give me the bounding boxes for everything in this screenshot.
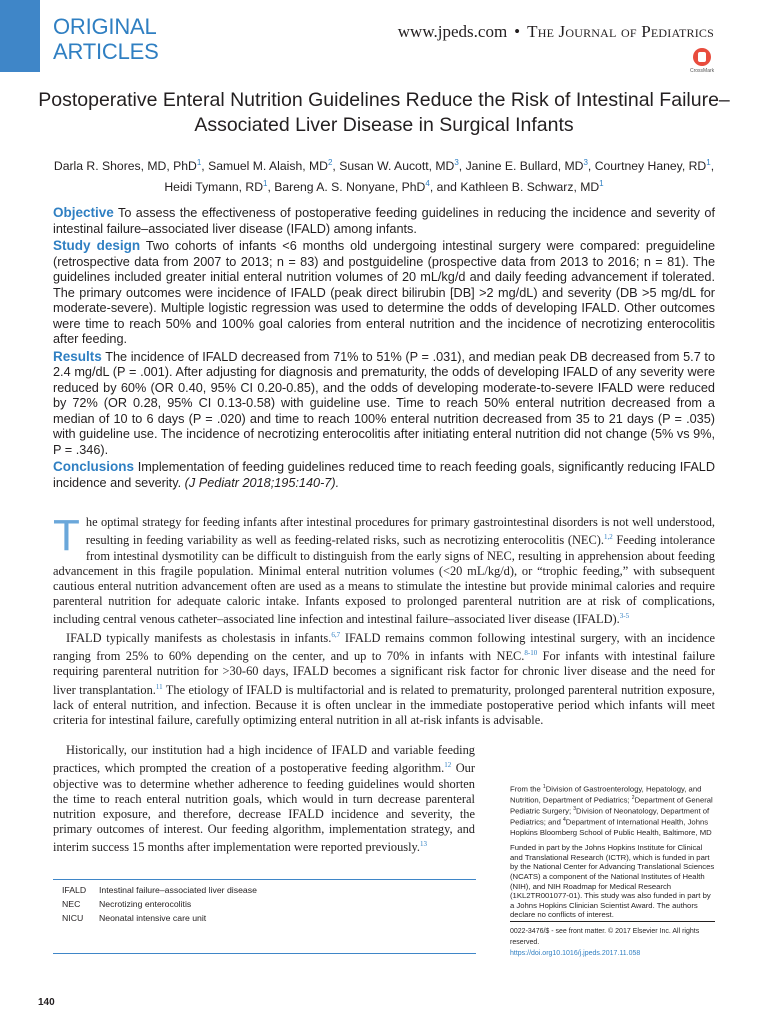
affiliations [510, 783, 715, 837]
abbreviations-box [53, 879, 476, 954]
abbreviation-definition: Neonatal intensive care unit [99, 913, 207, 923]
author-affiliation-ref[interactable]: 3 [454, 158, 459, 167]
abbreviation: IFALD [62, 885, 87, 895]
author-affiliation-ref[interactable]: 1 [706, 158, 711, 167]
drop-cap: T [53, 511, 80, 560]
author: Susan W. Aucott, MD [339, 159, 455, 174]
author-separator: , and [429, 180, 461, 195]
author: Courtney Haney, RD [594, 159, 707, 174]
section-color-bar [0, 0, 40, 72]
affiliation-number: 1 [542, 784, 546, 790]
journal-website[interactable]: www.jpeds.com [397, 22, 508, 41]
abstract-results [53, 349, 715, 459]
author-affiliation-ref[interactable]: 3 [583, 158, 588, 167]
body-paragraph-text: IFALD remains common following intestinal surgery, with an incidence ranging from 25% to 60% depending on the center, and up to 70% in infants with NEC. [53, 630, 715, 664]
body-paragraph [53, 628, 715, 729]
affiliation-number: 4 [563, 817, 566, 824]
body-paragraph [53, 511, 715, 628]
abstract-heading: Conclusions [53, 459, 135, 474]
reference-link[interactable]: 3-5 [619, 612, 630, 621]
author: Samuel M. Alaish, MD [208, 159, 328, 174]
abstract-conclusions [53, 459, 715, 491]
crossmark-icon[interactable] [690, 48, 714, 78]
affiliation-number: 3 [573, 806, 577, 813]
body-paragraph-text: The etiology of IFALD is multifactorial and is related to prematurity, prolonged parenteral nutrition exposure, lack of enteral nutrition, and infection. Because it is often unclear in the immediate postoperative period which infants will meet criteria for intestinal failure, carefully optimizing enteral nutrition in all at-risk infants is advisable. [53, 682, 715, 728]
doi-link[interactable]: https://doi.org10.1016/j.jpeds.2017.11.058 [510, 950, 641, 957]
abstract-citation: (J Pediatr 2018;195:140-7). [184, 475, 340, 490]
author-separator: , [587, 159, 595, 174]
abstract-objective [53, 205, 715, 237]
author-separator: , [710, 159, 715, 174]
reference-link[interactable]: 1,2 [603, 533, 613, 542]
affiliations-note [510, 783, 715, 926]
author: Janine E. Bullard, MD [465, 159, 584, 174]
body-paragraph-text: For infants with intestinal failure requiring parenteral nutrition for >30-60 days, IFALD becomes a significant risk factor for chronic liver disease and the need for liver transplantation. [53, 649, 715, 697]
abbreviation-row [62, 885, 257, 898]
abstract-text: Two cohorts of infants <6 months old undergoing intestinal surgery were compared: preguideline (retrospective data from 2007 to 2013; n = 83) and postguideline (prospective data from 2013 to 2016; n = 81). The guidelines included greater initial enteral nutrition volumes of 20 mL/kg/d and daily feeding advancement if tolerated. The primary outcomes were incidence of IFALD (peak direct bilirubin [DB] >2 mg/dL) and severity (DB >5 mg/dL for moderate-severe). Multiple logistic regression was used to determine the odds of developing IFALD. Other outcomes were time to reach 50% and 100% goal calories from enteral nutrition and the incidence of necrotizing enterocolitis after feeding. [53, 239, 715, 346]
author-separator: , [458, 159, 466, 174]
author: Heidi Tymann, RD [164, 180, 264, 195]
body-text-narrow [53, 743, 475, 856]
abstract-heading: Study design [53, 238, 141, 253]
abbreviation-row [62, 913, 206, 926]
affiliation-text: From the [510, 784, 543, 794]
reference-link[interactable]: 6,7 [331, 630, 341, 639]
crossmark-label: CrossMark [690, 68, 715, 74]
abbreviation-row [62, 899, 191, 912]
affiliation-text: Division of Gastroenterology, Hepatology, and Nutrition, Department of Pediatrics; [510, 784, 702, 805]
abbreviation-definition: Necrotizing enterocolitis [99, 899, 192, 909]
page-number: 140 [38, 997, 55, 1008]
author-affiliation-ref[interactable]: 2 [327, 158, 333, 167]
author-affiliation-ref[interactable]: 4 [425, 179, 430, 189]
abbreviation-definition: Intestinal failure–associated liver disease [99, 885, 257, 895]
reference-link[interactable]: 13 [420, 840, 428, 849]
author-affiliation-ref[interactable]: 1 [599, 179, 604, 189]
journal-name: The Journal of Pediatrics [527, 22, 714, 41]
author-affiliation-ref[interactable]: 1 [263, 179, 268, 189]
article-title: Postoperative Enteral Nutrition Guidelines Reduce the Risk of Intestinal Failure–Associated Liver Disease in Surgical Infants [38, 89, 730, 136]
section-label-line2: ARTICLES [53, 39, 159, 64]
body-paragraph [53, 743, 475, 856]
abstract-study-design [53, 238, 715, 348]
body-paragraph-text: he optimal strategy for feeding infants after intestinal procedures for primary gastrointestinal disorders is not well understood, resulting in feeding variability as well as feeding-related risks, such as necrotizing enterocolitis (NEC). [85, 515, 715, 548]
copyright-note [510, 926, 715, 959]
section-label [53, 14, 159, 64]
abstract-text: Implementation of feeding guidelines reduced time to reach feeding goals, significantly reducing IFALD incidence and severity. [53, 460, 716, 490]
reference-link[interactable]: 11 [155, 682, 163, 691]
masthead-separator: • [514, 22, 521, 41]
abstract-text: To assess the effectiveness of postoperative feeding guidelines in reducing the incidence and severity of intestinal failure–associated liver disease (IFALD) among infants. [53, 206, 716, 236]
abbreviation: NEC [62, 899, 81, 909]
author: Darla R. Shores, MD, PhD [53, 159, 197, 174]
abstract [53, 205, 715, 492]
abstract-heading: Results [53, 348, 102, 364]
body-paragraph-text: Feeding intolerance from intestinal dysmotility can be difficult to distinguish from the early signs of NEC, resulting in apprehension about feeding advancement in this fragile population. Minimal enteral nutrition volumes (<20 mL/kg/d), or “trophic feeding,” with subsequent cautious enteral nutrition advancement often are used as a means to stimulate the intestine but provide minimal calories and require parenteral nutrition for adequate caloric intake. Infants exposed to prolonged parenteral nutrition are at risk of complications, including central venous catheter–associated line infection and intestinal failure–associated liver disease (IFALD). [53, 533, 715, 627]
affiliation-text: Department of International Health, Johns Hopkins Bloomberg School of Public Health, Baltimore, MD [510, 818, 712, 837]
author-list [40, 154, 728, 196]
copyright-line: 0022-3476/$ - see front matter. © 2017 Elsevier Inc. All rights [510, 928, 700, 935]
abbreviation: NICU [62, 913, 84, 923]
reference-link[interactable]: 8-10 [524, 649, 538, 657]
author-separator: , [267, 180, 275, 195]
author-separator: , [332, 159, 340, 174]
body-text [53, 511, 715, 728]
author-separator: , [201, 159, 209, 174]
abstract-text: The incidence of IFALD decreased from 71% to 51% (P = .031), and median peak DB decreased from 5.7 to 2.4 mg/dL (P = .001). After adjusting for diagnosis and prematurity, the odds of developing IFALD of any severity were reduced by 60% (OR 0.40, 95% CI 0.20-0.85), and the odds of developing moderate-to-severe IFALD were reduced by 72% (OR 0.28, 95% CI 0.13-0.58) with guideline use. Time to reach 50% enteral nutrition decreased from a median of 10 to 6 days (P = .020) and time to reach 100% enteral nutrition decreased from 35 to 21 days (P = .035) with guideline use. The incidence of necrotizing enterocolitis after initiating enteral nutrition did not change (5% vs 9%, P = .346). [53, 349, 715, 457]
author: Kathleen B. Schwarz, MD [460, 180, 600, 195]
affiliation-text: Department of General Pediatric Surgery; [510, 795, 713, 816]
affiliation-number: 2 [631, 795, 635, 802]
author-affiliation-ref[interactable]: 1 [196, 158, 202, 167]
funding-statement: Funded in part by the Johns Hopkins Institute for Clinical and Translational Research (ICTR), which is funded in part by the National Center for Advancing Translational Sciences (NCATS) a component of the National Institutes of Health (NIH), and NIH Roadmap for Medical Research (1KL2TR001077-01). This study was also funded in part by a Johns Hopkins Clinician Scientist Award. The authors declare no conflicts of interest. [510, 843, 715, 920]
body-paragraph-text: Historically, our institution had a high incidence of IFALD and variable feeding practices, which prompted the creation of a postoperative feeding algorithm. [53, 743, 475, 776]
body-paragraph-text: Our objective was to determine whether adherence to feeding guidelines would shorten the time to reach enteral nutrition goals, which would in turn decrease parenteral nutrition exposure, and therefore, decrease IFALD incidence and severity, the primary outcomes of interest. Our feeding algorithm, implementation strategy, and interim success 15 months after implementation were reported previously. [53, 761, 475, 855]
crossmark-badge [693, 48, 711, 66]
author: Bareng A. S. Nonyane, PhD [274, 180, 426, 195]
affiliation-text: Division of Neonatology, Department of Pediatrics; and [510, 806, 710, 828]
body-paragraph-text: IFALD typically manifests as cholestasis in infants. [66, 630, 332, 645]
abstract-heading: Objective [53, 205, 114, 220]
section-label-line1: ORIGINAL [53, 14, 157, 39]
journal-masthead [398, 22, 714, 42]
reference-link[interactable]: 12 [444, 761, 452, 770]
copyright-line: reserved. [510, 939, 540, 946]
footnote-divider [510, 921, 715, 922]
